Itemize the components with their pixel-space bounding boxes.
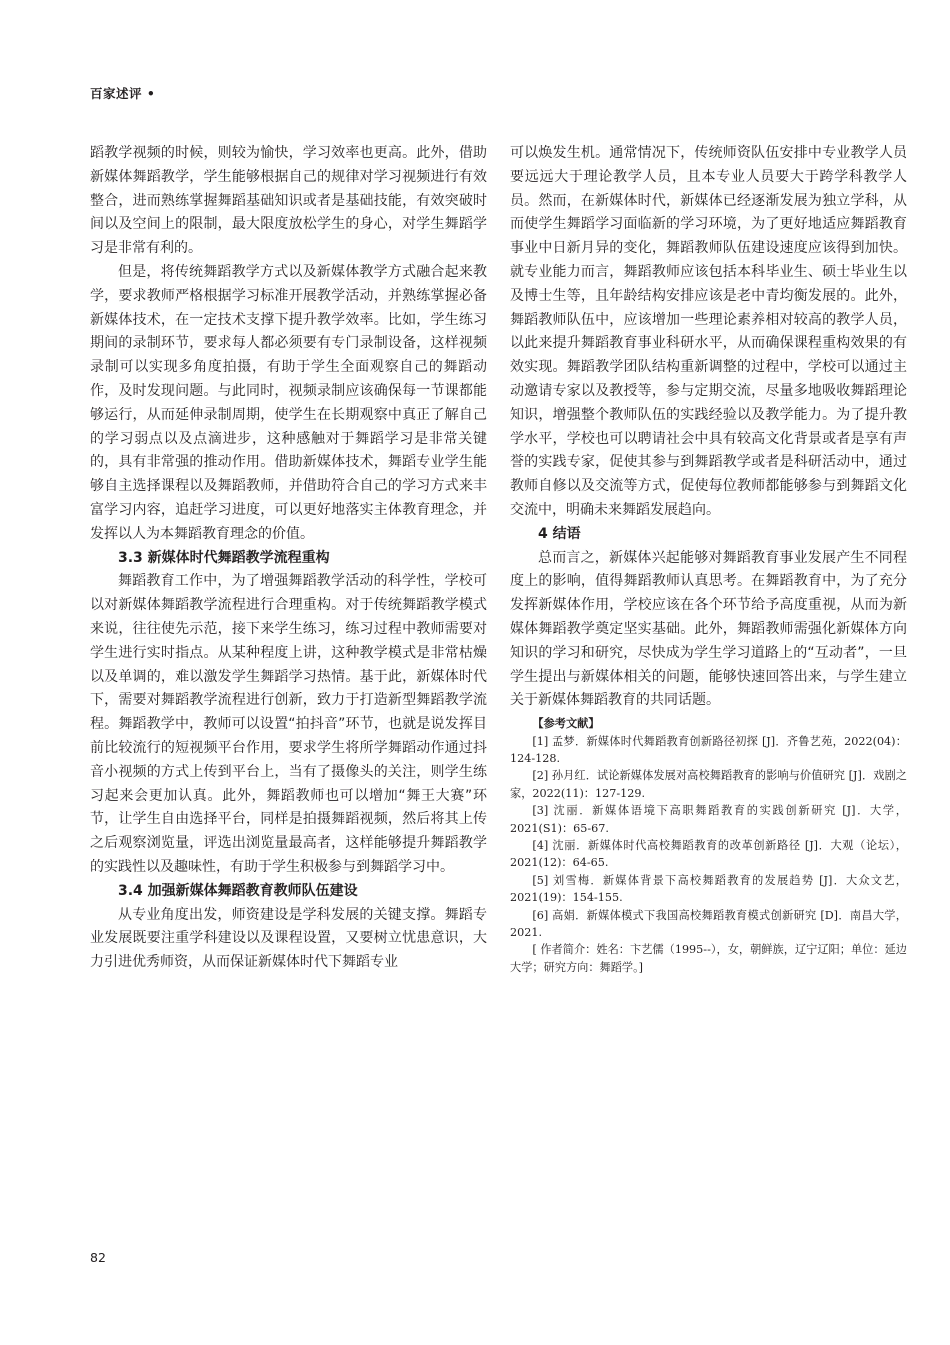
journal-section-header: 百家述评 • <box>90 86 156 101</box>
right-column <box>510 142 907 976</box>
reference-item: [6] 高娟．新媒体模式下我国高校舞蹈教育模式创新研究 [D]．南昌大学，2021. <box>510 908 907 939</box>
reference-item: [3] 沈丽．新媒体语境下高职舞蹈教育的实践创新研究 [J]．大学，2021(S1)：65-67. <box>510 804 907 835</box>
section-heading-4: 4 结语 <box>538 525 581 542</box>
paragraph: 从专业角度出发，师资建设是学科发展的关键支撑。舞蹈专业发展既要注重学科建设以及课程设置，又要树立忧患意识，大力引进优秀师资，从而保证新媒体时代下舞蹈专业 <box>90 906 487 971</box>
reference-item: [4] 沈丽．新媒体时代高校舞蹈教育的改革创新路径 [J]．大观（论坛），2021(12)：64-65. <box>510 838 907 870</box>
paragraph: 舞蹈教育工作中，为了增强舞蹈教学活动的科学性，学校可以对新媒体舞蹈教学流程进行合理重构。对于传统舞蹈教学模式来说，往往使先示范，接下来学生练习，练习过程中教师需要对学生进行实时指点。从某种程度上讲，这种教学模式是非常枯燥以及单调的，难以激发学生舞蹈学习热情。基于此，新媒体时代下，需要对舞蹈教学流程进行创新，致力于打造新型舞蹈教学流程。舞蹈教学中，教师可以设置“拍抖音”环节，也就是说发挥目前比较流行的短视频平台作用，要求学生将所学舞蹈动作通过抖音小视频的方式上传到平台上，当有了摄像头的关注，则学生练习起来会更加认真。此外，舞蹈教师也可以增加“舞王大赛”环节，让学生自由选择平台，同样是拍摄舞蹈视频，然后将其上传之后观察浏览量，评选出浏览量最高者，这样能够提升舞蹈教学的实践性以及趣味性，有助于学生积极参与到舞蹈学习中。 <box>90 573 487 875</box>
paragraph: 总而言之，新媒体兴起能够对舞蹈教育事业发展产生不同程度上的影响，值得舞蹈教师认真思考。在舞蹈教育中，为了充分发挥新媒体作用，学校应该在各个环节给予高度重视，从而为新媒体舞蹈教学奠定坚实基础。此外，舞蹈教师需强化新媒体方向知识的学习和研究，尽快成为学生学习道路上的“互动者”，一旦学生提出与新媒体相关的问题，能够快速回答出来，与学生建立关于新媒体舞蹈教育的共同话题。 <box>510 549 907 709</box>
left-column <box>90 142 487 975</box>
paragraph: 但是，将传统舞蹈教学方式以及新媒体教学方式融合起来教学，要求教师严格根据学习标准开展教学活动，并熟练掌握必备新媒体技术，在一定技术支撑下提升教学效率。比如，学生练习期间的录制环节，要求每人都必须要有专门录制设备，这样视频录制可以实现多角度拍摄，有助于学生全面观察自己的舞蹈动作，及时发现问题。与此同时，视频录制应该确保每一节课都能够运行，从而延伸录制周期，使学生在长期观察中真正了解自己的学习弱点以及点滴进步，这种感触对于舞蹈学习是非常关键的，具有非常强的推动作用。借助新媒体技术，舞蹈专业学生能够自主选择课程以及舞蹈教师，并借助符合自己的学习方式来丰富学习内容，追赶学习进度，可以更好地落实主体教育理念，并发挥以人为本舞蹈教育理念的价值。 <box>90 263 487 542</box>
author-bio: [ 作者简介：姓名：卞艺儒（1995--），女，朝鲜族，辽宁辽阳；单位：延边大学；研究方向：舞蹈学。] <box>510 943 907 974</box>
references-section <box>510 715 907 976</box>
reference-item: [2] 孙月红．试论新媒体发展对高校舞蹈教育的影响与价值研究 [J]．戏剧之家，2022(11)：127-129. <box>510 769 907 800</box>
page-number: 82 <box>90 1250 106 1265</box>
reference-item: [5] 刘雪梅．新媒体背景下高校舞蹈教育的发展趋势 [J]．大众文艺，2021(19)：154-155. <box>510 873 907 905</box>
paragraph: 蹈教学视频的时候，则较为愉快，学习效率也更高。此外，借助新媒体舞蹈教学，学生能够根据自己的规律对学习视频进行有效整合，进而熟练掌握舞蹈基础知识或者是基础技能，有效突破时间以及空间上的限制，最大限度放松学生的身心，对学生舞蹈学习是非常有利的。 <box>90 145 487 257</box>
section-heading-3-3: 3.3 新媒体时代舞蹈教学流程重构 <box>118 549 330 566</box>
reference-item: [1] 孟梦．新媒体时代舞蹈教育创新路径初探 [J]．齐鲁艺苑，2022(04)：124-128. <box>510 734 907 765</box>
references-title: 【参考文献】 <box>532 716 600 731</box>
paragraph: 可以焕发生机。通常情况下，传统师资队伍安排中专业教学人员要远远大于理论教学人员，且本专业人员要大于跨学科教学人员。然而，在新媒体时代，新媒体已经逐渐发展为独立学科，从而使学生舞蹈学习面临新的学习环境，为了更好地适应舞蹈教育事业中日新月异的变化，舞蹈教师队伍建设速度应该得到加快。就专业能力而言，舞蹈教师应该包括本科毕业生、硕士毕业生以及博士生等，且年龄结构安排应该是老中青均衡发展的。此外，舞蹈教师队伍中，应该增加一些理论素养相对较高的教学人员，以此来提升舞蹈教育事业科研水平，从而确保课程重构效果的有效实现。舞蹈教学团队结构重新调整的过程中，学校可以通过主动邀请专家以及教授等，参与定期交流，尽量多地吸收舞蹈理论知识，增强整个教师队伍的实践经验以及教学能力。为了提升教学水平，学校也可以聘请社会中具有较高文化背景或者是享有声誉的实践专家，促使其参与到舞蹈教学或者是科研活动中，通过教师自修以及交流等方式，促使每位教师都能够参与到舞蹈文化交流中，明确未来舞蹈发展趋向。 <box>510 145 907 518</box>
section-heading-3-4: 3.4 加强新媒体舞蹈教育教师队伍建设 <box>118 882 358 899</box>
